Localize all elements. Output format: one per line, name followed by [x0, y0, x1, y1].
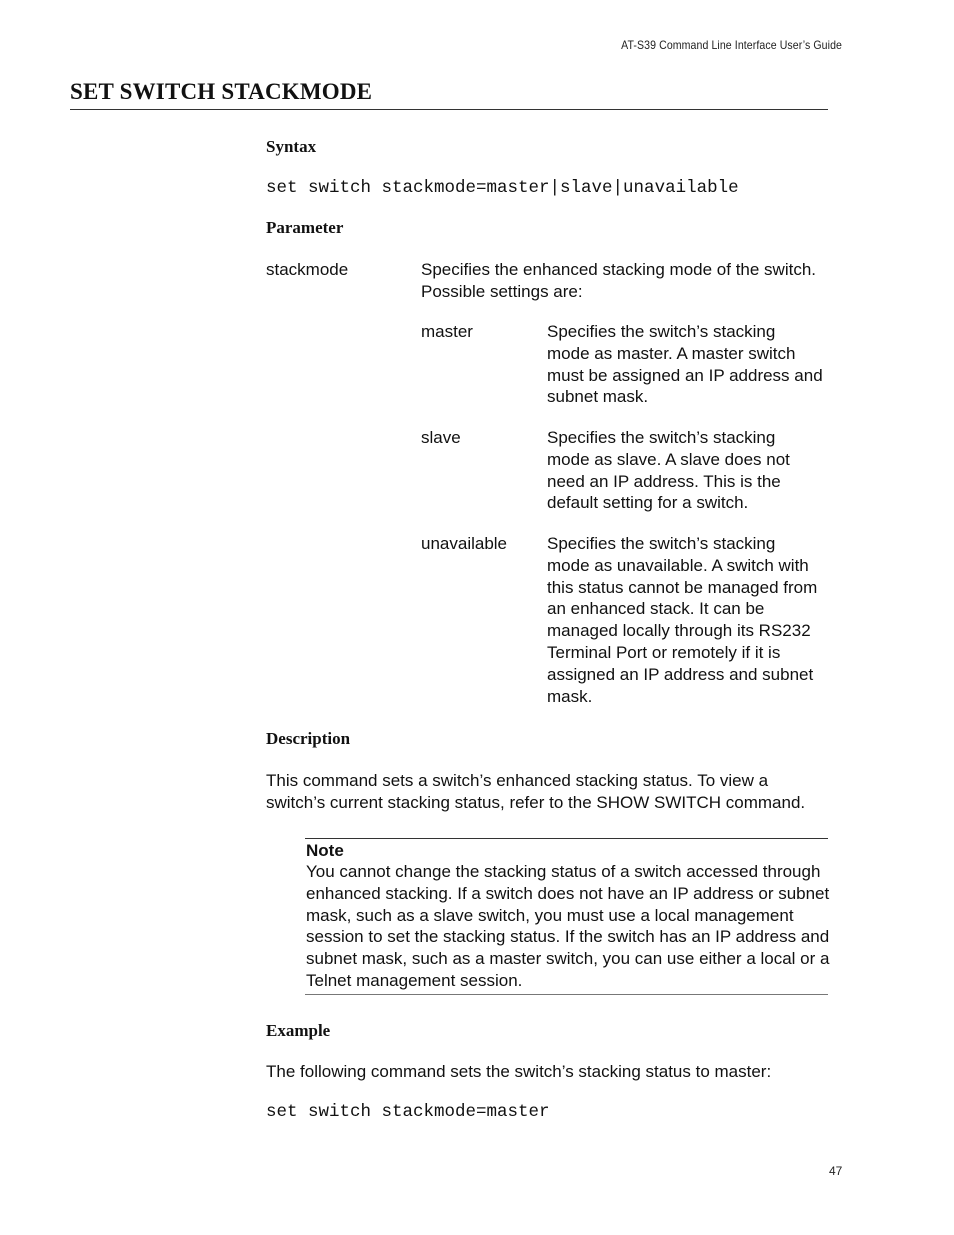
page-title: SET SWITCH STACKMODE: [70, 79, 373, 104]
example-heading: Example: [266, 1021, 331, 1040]
note-label: Note: [306, 841, 344, 860]
setting-line: mode as master. A master switch: [547, 343, 796, 363]
setting-line: mode as slave. A slave does not: [547, 449, 790, 469]
setting-line: mask.: [547, 686, 593, 706]
setting-description-slave: [547, 427, 790, 514]
running-head: AT-S39 Command Line Interface User’s Guide: [621, 38, 842, 52]
page-number: 47: [829, 1164, 843, 1178]
setting-line: managed locally through its RS232: [547, 621, 811, 641]
parameter-description: [421, 259, 816, 303]
setting-line: this status cannot be managed from: [547, 577, 818, 597]
note-line: subnet mask, such as a master switch, you can use either a local or a: [306, 949, 830, 969]
setting-line: mode as unavailable. A switch with: [547, 555, 809, 575]
setting-line: must be assigned an IP address and: [547, 365, 823, 385]
setting-value-master: master: [421, 322, 473, 341]
note-line: Telnet management session.: [306, 970, 523, 990]
setting-line: default setting for a switch.: [547, 493, 749, 513]
example-intro: The following command sets the switch’s stacking status to master:: [266, 1062, 772, 1081]
description-line: switch’s current stacking status, refer to the SHOW SWITCH command.: [266, 792, 806, 812]
note-line: enhanced stacking. If a switch does not have an IP address or subnet: [306, 883, 830, 903]
setting-value-slave: slave: [421, 428, 461, 447]
setting-description-unavailable: [547, 533, 817, 707]
parameter-heading: Parameter: [266, 218, 344, 237]
setting-line: Specifies the switch’s stacking: [547, 428, 776, 447]
note-top-rule: [305, 838, 828, 839]
note-line: session to set the stacking status. If the switch has an IP address and: [306, 927, 830, 947]
description-line: This command sets a switch’s enhanced stacking status. To view a: [266, 771, 769, 790]
syntax-heading: Syntax: [266, 137, 317, 156]
title-rule: [70, 109, 828, 110]
parameter-name: stackmode: [266, 260, 349, 279]
note-line: You cannot change the stacking status of a switch accessed through: [306, 862, 821, 881]
setting-value-unavailable: unavailable: [421, 534, 508, 553]
setting-description-master: [547, 321, 823, 408]
syntax-command: set switch stackmode=master|slave|unavailable: [266, 178, 739, 198]
setting-line: an enhanced stack. It can be: [547, 599, 765, 619]
description-heading: Description: [266, 729, 351, 748]
setting-line: subnet mask.: [547, 387, 649, 407]
note-text: [306, 861, 829, 992]
setting-line: Specifies the switch’s stacking: [547, 534, 776, 553]
setting-line: assigned an IP address and subnet: [547, 664, 814, 684]
example-command: set switch stackmode=master: [266, 1102, 550, 1122]
description-text: [266, 770, 805, 814]
note-bottom-rule: [305, 994, 828, 995]
setting-line: Terminal Port or remotely if it is: [547, 642, 781, 662]
setting-line: need an IP address. This is the: [547, 471, 781, 491]
parameter-description-line: Possible settings are:: [421, 281, 583, 301]
setting-line: Specifies the switch’s stacking: [547, 322, 776, 341]
parameter-description-line: Specifies the enhanced stacking mode of the switch.: [421, 260, 817, 279]
note-line: mask, such as a slave switch, you must use a local management: [306, 905, 794, 925]
